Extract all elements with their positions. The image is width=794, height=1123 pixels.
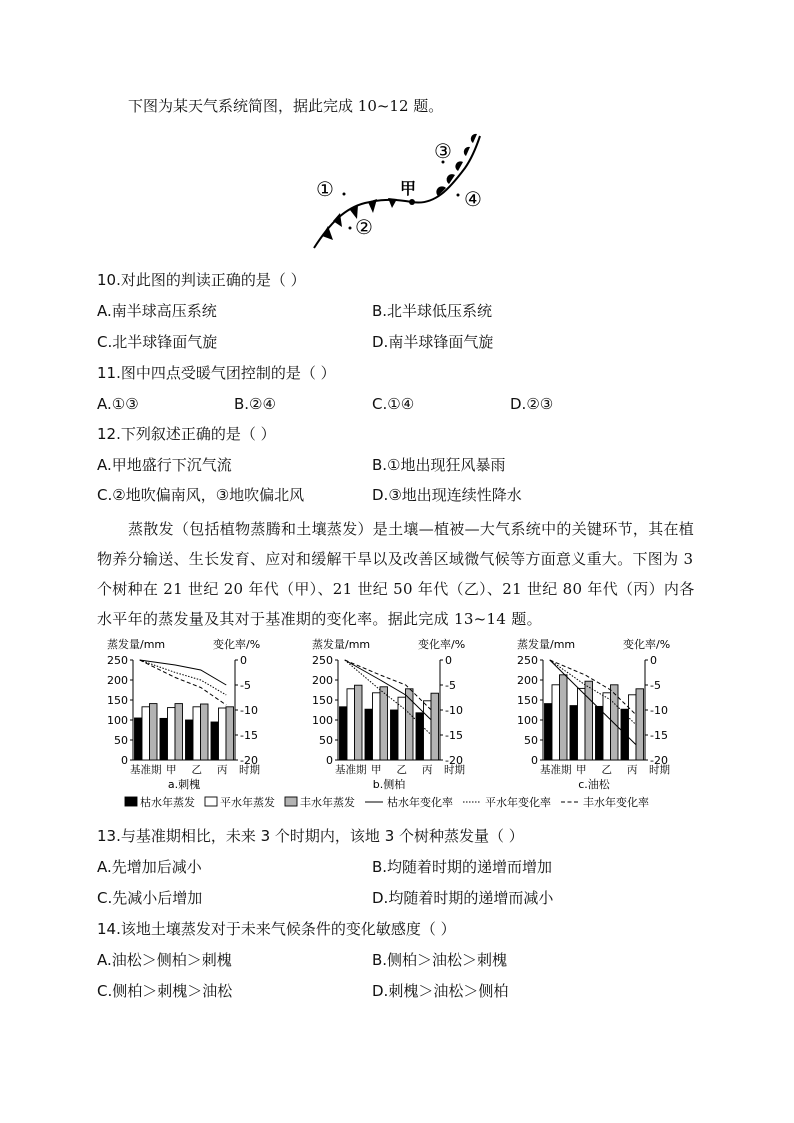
chart-ytick-label: 0 — [531, 754, 538, 767]
chart-y2tick-label: -5 — [650, 679, 661, 692]
bar-丰水年蒸发 — [406, 689, 414, 760]
chart-ytick-label: 150 — [517, 694, 538, 707]
bar-丰水年蒸发 — [611, 685, 619, 760]
q11-option-a[interactable]: A.①③ — [97, 395, 139, 413]
rate-line-枯水年变化率 — [140, 660, 227, 685]
bar-丰水年蒸发 — [380, 687, 388, 760]
q12-option-a[interactable]: A.甲地盛行下沉气流 — [97, 456, 232, 474]
chart-y2tick-label: 0 — [650, 654, 657, 667]
chart-y2label: 变化率/% — [623, 638, 671, 651]
point-4-dot — [457, 194, 460, 197]
q14-option-b[interactable]: B.侧柏＞油松＞刺槐 — [372, 951, 508, 969]
chart-ytick-label: 250 — [312, 654, 333, 667]
q10-option-d[interactable]: D.南半球锋面气旋 — [372, 333, 494, 351]
chart-y2tick-label: 0 — [445, 654, 452, 667]
q10-option-c[interactable]: C.北半球锋面气旋 — [97, 333, 218, 351]
chart-title: b.侧柏 — [372, 778, 406, 791]
chart-ytick-label: 200 — [517, 674, 538, 687]
bar-枯水年蒸发 — [135, 718, 143, 760]
chart-category-label: 乙 — [396, 764, 407, 776]
chart-y2tick-label: -20 — [445, 754, 463, 767]
chart-ytick-label: 250 — [517, 654, 538, 667]
bar-枯水年蒸发 — [211, 722, 219, 760]
legend-wet-bar-label: 丰水年蒸发 — [300, 796, 355, 809]
chart-y2tick-label: -20 — [240, 754, 258, 767]
bar-平水年蒸发 — [193, 707, 201, 760]
label-p2: ② — [355, 215, 373, 239]
q14-stem: 14.该地土壤蒸发对于未来气候条件的变化敏感度（ ） — [97, 920, 456, 938]
chart-category-label: 甲 — [576, 764, 587, 776]
q13-option-a[interactable]: A.先增加后减小 — [97, 858, 202, 876]
intro2-text: 蒸散发（包括植物蒸腾和土壤蒸发）是土壤—植被—大气系统中的关键环节，其在植物养分输送、生长发育、应对和缓解干旱以及改善区域微气候等方面意义重大。下图为 3 个树种在 21 世纪 20 年代（甲）、21 世纪 50 年代（乙）、21 世纪 80 年代（丙）内各水平年的蒸发量及其对于基准期的变化率。据此完成 13~14 题。 — [97, 520, 695, 628]
bar-平水年蒸发 — [347, 689, 355, 760]
chart-category-label: 乙 — [191, 764, 202, 776]
bar-枯水年蒸发 — [416, 713, 424, 760]
bar-枯水年蒸发 — [340, 707, 348, 760]
bar-平水年蒸发 — [168, 708, 176, 760]
legend-wet-bar-swatch — [285, 797, 297, 806]
chart-ytick-label: 250 — [107, 654, 128, 667]
chart-ylabel: 蒸发量/mm — [517, 638, 576, 651]
legend-dry-bar-label: 枯水年蒸发 — [140, 796, 195, 809]
chart-xlabel: 时期 — [444, 764, 465, 776]
chart-y2label: 变化率/% — [418, 638, 466, 651]
chart-title: c.油松 — [578, 778, 610, 791]
q12-stem: 12.下列叙述正确的是（ ） — [97, 425, 276, 443]
bar-平水年蒸发 — [219, 708, 227, 760]
q11-option-b[interactable]: B.②④ — [234, 395, 276, 413]
q13-stem: 13.与基准期相比，未来 3 个时期内，该地 3 个树种蒸发量（ ） — [97, 827, 524, 845]
cold-front-triangle — [388, 198, 397, 208]
chart-ylabel: 蒸发量/mm — [107, 638, 166, 651]
point-1-dot — [343, 193, 346, 196]
bar-平水年蒸发 — [629, 695, 637, 760]
chart-category-label: 基准期 — [540, 764, 572, 776]
point-2-dot — [349, 227, 352, 230]
bar-枯水年蒸发 — [570, 706, 578, 760]
q12-option-d[interactable]: D.③地出现连续性降水 — [372, 486, 522, 504]
bar-枯水年蒸发 — [186, 720, 194, 760]
intro-weather-system: 下图为某天气系统简图，据此完成 10~12 题。 — [128, 97, 444, 115]
legend-normal-line-label: 平水年变化率 — [485, 796, 551, 809]
label-p1: ① — [316, 177, 334, 201]
bar-枯水年蒸发 — [596, 706, 604, 760]
label-jia: 甲 — [400, 179, 417, 198]
bar-丰水年蒸发 — [585, 681, 593, 760]
chart-ylabel: 蒸发量/mm — [312, 638, 371, 651]
chart-category-label: 基准期 — [335, 764, 367, 776]
legend-dry-bar-swatch — [125, 797, 137, 806]
chart-y2tick-label: -10 — [650, 704, 668, 717]
bar-丰水年蒸发 — [150, 704, 158, 760]
point-jia — [409, 199, 415, 205]
chart-ytick-label: 100 — [107, 714, 128, 727]
bar-丰水年蒸发 — [560, 675, 568, 760]
label-p4: ④ — [464, 187, 482, 211]
chart-category-label: 丙 — [627, 764, 638, 776]
bar-平水年蒸发 — [552, 685, 560, 760]
warm-front-semicircle — [455, 161, 463, 171]
chart-y2tick-label: -10 — [445, 704, 463, 717]
q14-option-a[interactable]: A.油松＞侧柏＞刺槐 — [97, 951, 232, 969]
chart-ytick-label: 150 — [312, 694, 333, 707]
chart-ytick-label: 150 — [107, 694, 128, 707]
chart-xlabel: 时期 — [649, 764, 670, 776]
warm-front-semicircle — [464, 147, 470, 156]
bar-平水年蒸发 — [603, 693, 611, 760]
chart-ytick-label: 50 — [319, 734, 333, 747]
chart-category-label: 基准期 — [130, 764, 162, 776]
front-line — [314, 136, 480, 248]
bar-丰水年蒸发 — [175, 704, 183, 760]
chart-ytick-label: 50 — [524, 734, 538, 747]
chart-y2tick-label: -15 — [650, 729, 668, 742]
q11-option-d[interactable]: D.②③ — [510, 395, 554, 413]
chart-category-label: 甲 — [166, 764, 177, 776]
q14-option-d[interactable]: D.刺槐＞油松＞侧柏 — [372, 982, 509, 1000]
q14-option-c[interactable]: C.侧柏＞刺槐＞油松 — [97, 982, 233, 1000]
bar-丰水年蒸发 — [201, 704, 209, 760]
legend-dry-line-label: 枯水年变化率 — [387, 796, 453, 809]
chart-y2label: 变化率/% — [213, 638, 261, 651]
q12-option-c[interactable]: C.②地吹偏南风，③地吹偏北风 — [97, 486, 305, 504]
label-p3: ③ — [434, 139, 452, 163]
bar-丰水年蒸发 — [636, 689, 644, 760]
bar-丰水年蒸发 — [355, 685, 363, 760]
q13-option-c[interactable]: C.先减小后增加 — [97, 889, 203, 907]
bar-丰水年蒸发 — [226, 707, 234, 760]
q13-option-b[interactable]: B.均随着时期的递增而增加 — [372, 858, 553, 876]
chart-xlabel: 时期 — [239, 764, 260, 776]
q12-option-b[interactable]: B.①地出现狂风暴雨 — [372, 456, 506, 474]
bar-丰水年蒸发 — [431, 693, 439, 760]
chart-category-label: 丙 — [217, 764, 228, 776]
chart-ytick-label: 100 — [312, 714, 333, 727]
chart-y2tick-label: -20 — [650, 754, 668, 767]
chart-ytick-label: 0 — [121, 754, 128, 767]
chart-ytick-label: 200 — [312, 674, 333, 687]
chart-category-label: 乙 — [601, 764, 612, 776]
q10-option-b[interactable]: B.北半球低压系统 — [372, 302, 493, 320]
bar-平水年蒸发 — [142, 707, 150, 760]
chart-ytick-label: 100 — [517, 714, 538, 727]
chart-y2tick-label: -5 — [240, 679, 251, 692]
intro-evapotranspiration — [97, 514, 699, 634]
chart-y2tick-label: -10 — [240, 704, 258, 717]
chart-y2tick-label: -15 — [445, 729, 463, 742]
bar-平水年蒸发 — [398, 697, 406, 760]
bar-平水年蒸发 — [373, 693, 381, 760]
chart-y2tick-label: -5 — [445, 679, 456, 692]
chart-title: a.刺槐 — [167, 778, 201, 791]
bar-枯水年蒸发 — [545, 704, 553, 760]
q13-option-d[interactable]: D.均随着时期的递增而减小 — [372, 889, 554, 907]
legend-normal-bar-swatch — [205, 797, 217, 806]
bar-枯水年蒸发 — [391, 710, 399, 760]
bar-枯水年蒸发 — [365, 709, 373, 760]
q11-stem: 11.图中四点受暖气团控制的是（ ） — [97, 364, 336, 382]
chart-category-label: 甲 — [371, 764, 382, 776]
chart-ytick-label: 200 — [107, 674, 128, 687]
bar-平水年蒸发 — [578, 688, 586, 760]
q10-stem: 10.对此图的判读正确的是（ ） — [97, 271, 306, 289]
chart-category-label: 丙 — [422, 764, 433, 776]
chart-y2tick-label: 0 — [240, 654, 247, 667]
bar-枯水年蒸发 — [160, 718, 168, 760]
legend-wet-line-label: 丰水年变化率 — [583, 796, 649, 809]
evaporation-charts — [97, 632, 697, 822]
chart-y2tick-label: -15 — [240, 729, 258, 742]
chart-ytick-label: 0 — [326, 754, 333, 767]
q10-option-a[interactable]: A.南半球高压系统 — [97, 302, 217, 320]
q11-option-c[interactable]: C.①④ — [372, 395, 415, 413]
chart-ytick-label: 50 — [114, 734, 128, 747]
warm-front-semicircle — [471, 134, 477, 143]
weather-front-diagram — [300, 128, 520, 258]
legend-normal-bar-label: 平水年蒸发 — [220, 796, 275, 809]
